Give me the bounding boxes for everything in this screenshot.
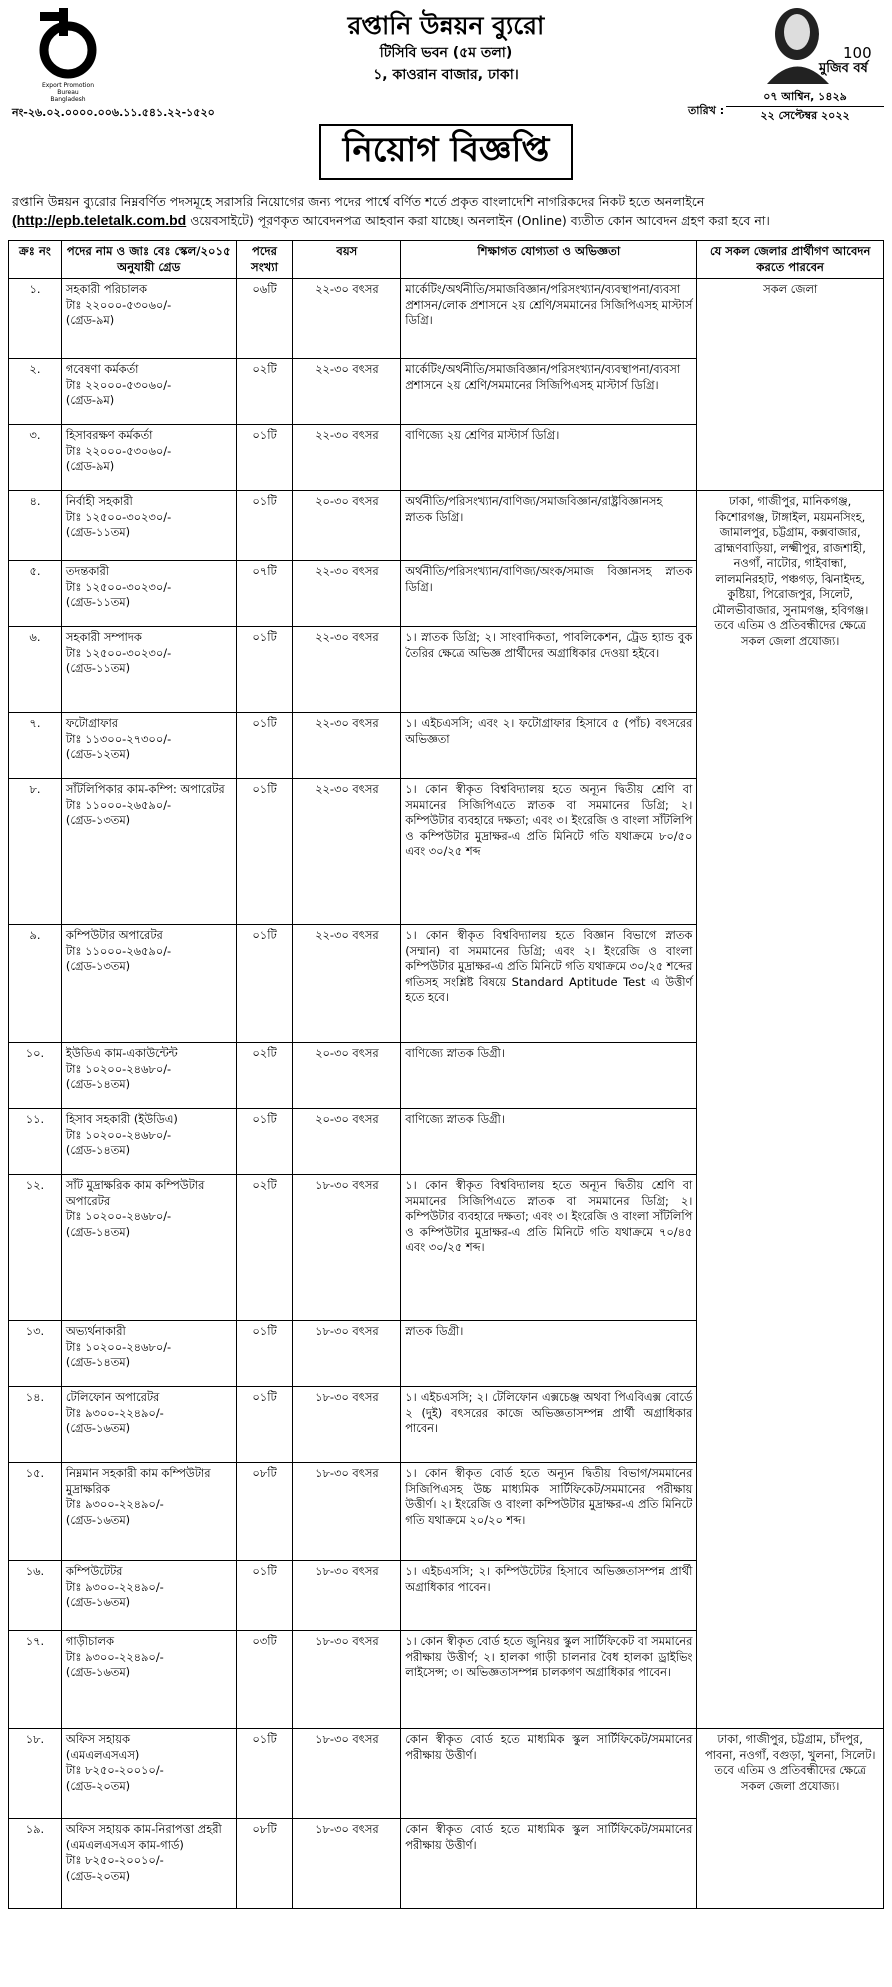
post-grade: (গ্রেড-১৬তম)	[65, 1421, 131, 1435]
header-name: পদের নাম ও জাঃ বেঃ স্কেল/২০১৫ অনুযায়ী গ্রেড	[61, 241, 236, 279]
row-post	[61, 1387, 236, 1463]
org-name: রপ্তানি উন্নয়ন ব্যুরো	[347, 11, 545, 40]
post-name: হিসাবরক্ষণ কর্মকর্তা	[65, 428, 153, 442]
post-pay-scale: টাঃ ৯৩০০-২২৪৯০/-	[65, 1497, 164, 1511]
row-serial: ১০.	[9, 1043, 62, 1109]
post-name: নির্বাহী সহকারী	[65, 494, 133, 508]
table-row	[9, 491, 884, 561]
post-name: কম্পিউটেটর	[65, 1564, 123, 1578]
post-pay-scale: টাঃ ১০২০০-২৪৬৮০/-	[65, 1127, 172, 1142]
post-grade: (গ্রেড-১১তম)	[65, 525, 131, 539]
mujib-text: মুজিব বর্ষ	[819, 61, 868, 76]
row-serial: ১৯.	[9, 1819, 62, 1909]
row-post-count: ০১টি	[236, 779, 293, 925]
row-serial: ৩.	[9, 425, 62, 491]
row-age-limit: ২২-৩০ বৎসর	[293, 779, 401, 925]
row-age-limit: ২২-৩০ বৎসর	[293, 713, 401, 779]
row-serial: ১১.	[9, 1109, 62, 1175]
header-count: পদের সংখ্যা	[236, 241, 293, 279]
row-post	[61, 627, 236, 713]
row-post-count: ০১টি	[236, 425, 293, 491]
row-qualification: কোন স্বীকৃত বোর্ড হতে মাধ্যমিক স্কুল সার্টিফিকেট/সমমানের পরীক্ষায় উত্তীর্ণ।	[401, 1729, 697, 1819]
post-pay-scale: টাঃ ১০২০০-২৪৬৮০/-	[65, 1061, 172, 1076]
row-age-limit: ১৮-৩০ বৎসর	[293, 1175, 401, 1321]
post-pay-scale: টাঃ ২২০০০-৫৩০৬০/-	[65, 443, 172, 458]
post-grade: (গ্রেড-১১তম)	[65, 661, 131, 675]
row-post-count: ০১টি	[236, 1387, 293, 1463]
header-sl: ক্রঃ নং	[9, 241, 62, 279]
post-pay-scale: (এমএলএসএস কাম-গার্ড)	[65, 1837, 184, 1852]
post-pay-scale: টাঃ ৯৩০০-২২৪৯০/-	[65, 1649, 164, 1664]
row-qualification: ১। কোন স্বীকৃত বিশ্ববিদ্যালয় হতে অন্যূন দ্বিতীয় শ্রেণি বা সমমানের সিজিপিএতে স্নাতক বা সমমানের ডিগ্রি; ২। কম্পিউটার ব্যবহারে দক্ষতা; এবং ৩। ইংরেজি ও বাংলা সাঁটলিপি ও কম্পিউটার মুদ্রাক্ষর-এ প্রতি মিনিটে গতি যথাক্রমে ৭০/৪৫ এবং ৩০/২৫ শব্দ।	[401, 1175, 697, 1321]
post-pay-scale: (এমএলএসএস)	[65, 1747, 140, 1762]
post-grade: (গ্রেড-১৩তম)	[65, 813, 131, 827]
post-pay-scale: টাঃ ১২৫০০-৩০২৩০/-	[65, 579, 172, 594]
row-qualification: ১। কোন স্বীকৃত বিশ্ববিদ্যালয় হতে অন্যূন দ্বিতীয় শ্রেণি বা সমমানের সিজিপিএতে স্নাতক বা সমমানের ডিগ্রি; ২। কম্পিউটার ব্যবহারে দক্ষতা; এবং ৩। ইংরেজি ও বাংলা সাঁটলিপি ও কম্পিউটার মুদ্রাক্ষর-এ প্রতি মিনিটে গতি যথাক্রমে ৮০/৫০ এবং ৩০/২৫ শব্দ	[401, 779, 697, 925]
row-post-count: ০৭টি	[236, 561, 293, 627]
row-serial: ৯.	[9, 925, 62, 1043]
row-qualification: বাণিজ্যে স্নাতক ডিগ্রী।	[401, 1043, 697, 1109]
row-post	[61, 1043, 236, 1109]
row-age-limit: ১৮-৩০ বৎসর	[293, 1321, 401, 1387]
row-post	[61, 1819, 236, 1909]
post-name: নিম্নমান সহকারী কাম কম্পিউটার মুদ্রাক্ষরিক	[65, 1466, 211, 1496]
district-eligibility: সকল জেলা	[697, 279, 884, 491]
intro-paragraph	[12, 192, 880, 230]
row-qualification: বাণিজ্যে ২য় শ্রেণির মাস্টার্স ডিগ্রি।	[401, 425, 697, 491]
row-qualification: ১। কোন স্বীকৃত বিশ্ববিদ্যালয় হতে বিজ্ঞান বিভাগে স্নাতক (সম্মান) বা সমমানের ডিগ্রি; এবং ২। ইংরেজি ও বাংলা কম্পিউটার মুদ্রাক্ষর-এ প্রতি মিনিটে গতি যথাক্রমে ৩০/২৫ শব্দের গতিসহ সংশ্লিষ্ট বিষয়ে Standard Aptitude Test এ উত্তীর্ণ হতে হবে।	[401, 925, 697, 1043]
row-qualification: ১। এইচএসসি; ২। কম্পিউটেটর হিসাবে অভিজ্ঞতাসম্পন্ন প্রার্থী অগ্রাধিকার পাবেন।	[401, 1561, 697, 1631]
row-post	[61, 561, 236, 627]
row-qualification: মার্কেটিং/অর্থনীতি/সমাজবিজ্ঞান/পরিসংখ্যান/ব্যবস্থাপনা/ব্যবসা প্রশাসন/লোক প্রশাসনে ২য় শ্রেণি/সমমানের সিজিপিএসহ মাস্টার্স ডিগ্রি।	[401, 279, 697, 359]
row-serial: ১.	[9, 279, 62, 359]
row-post	[61, 359, 236, 425]
row-qualification: অর্থনীতি/পরিসংখ্যান/বাণিজ্য/সমাজবিজ্ঞান/রাষ্ট্রবিজ্ঞানসহ স্নাতক ডিগ্রি।	[401, 491, 697, 561]
post-pay-scale: টাঃ ৯৩০০-২২৪৯০/-	[65, 1579, 164, 1594]
row-age-limit: ১৮-৩০ বৎসর	[293, 1729, 401, 1819]
row-serial: ৫.	[9, 561, 62, 627]
post-pay-scale: টাঃ ১১৩০০-২৭৩০০/-	[65, 731, 172, 746]
post-grade: (গ্রেড-১৪তম)	[65, 1077, 131, 1091]
row-serial: ৭.	[9, 713, 62, 779]
row-post-count: ০১টি	[236, 627, 293, 713]
post-name: তদন্তকারী	[65, 564, 110, 578]
post-pay-scale: টাঃ ১২৫০০-৩০২৩০/-	[65, 509, 172, 524]
post-grade: (গ্রেড-১৪তম)	[65, 1355, 131, 1369]
row-serial: ১৭.	[9, 1631, 62, 1729]
row-post-count: ০১টি	[236, 1109, 293, 1175]
post-name: গবেষণা কর্মকর্তা	[65, 362, 139, 376]
vacancy-table	[8, 240, 884, 1909]
row-serial: ৬.	[9, 627, 62, 713]
intro-text-1: রপ্তানি উন্নয়ন ব্যুরোর নিম্নবর্ণিত পদসমূহে সরাসরি নিয়োগের জন্য পদের পার্শ্বে বর্ণিত শর্তে প্রকৃত বাংলাদেশি নাগরিকদের নিকট হতে অনলাইনে	[12, 194, 705, 209]
row-age-limit: ২২-৩০ বৎসর	[293, 925, 401, 1043]
row-age-limit: ২০-৩০ বৎসর	[293, 491, 401, 561]
row-post-count: ০৬টি	[236, 279, 293, 359]
row-age-limit: ২২-৩০ বৎসর	[293, 279, 401, 359]
post-name: কম্পিউটার অপারেটর	[65, 928, 163, 942]
row-post-count: ০৮টি	[236, 1463, 293, 1561]
row-post	[61, 1631, 236, 1729]
post-name: অফিস সহায়ক কাম-নিরাপত্তা প্রহরী	[65, 1822, 222, 1836]
row-post-count: ০২টি	[236, 359, 293, 425]
post-grade: (গ্রেড-১১তম)	[65, 595, 131, 609]
table-row	[9, 279, 884, 359]
date-box	[726, 88, 884, 125]
table-row	[9, 1729, 884, 1819]
post-pay-scale: টাঃ ২২০০০-৫৩০৬০/-	[65, 297, 172, 312]
row-post	[61, 491, 236, 561]
row-qualification: ১। কোন স্বীকৃত বোর্ড হতে অন্যূন দ্বিতীয় বিভাগ/সমমানের সিজিপিএসহ উচ্চ মাধ্যমিক সার্টিফিকেট/সমমানের পরীক্ষায় উত্তীর্ণ। ২। ইংরেজি ও বাংলা কম্পিউটার মুদ্রাক্ষর-এ প্রতি মিনিটে গতি যথাক্রমে ২০/২০ শব্দ।	[401, 1463, 697, 1561]
row-qualification: কোন স্বীকৃত বোর্ড হতে মাধ্যমিক স্কুল সার্টিফিকেট/সমমানের পরীক্ষায় উত্তীর্ণ।	[401, 1819, 697, 1909]
date-label: তারিখ :	[688, 104, 725, 117]
row-post	[61, 1109, 236, 1175]
row-age-limit: ১৮-৩০ বৎসর	[293, 1819, 401, 1909]
row-post	[61, 1463, 236, 1561]
row-age-limit: ২০-৩০ বৎসর	[293, 1109, 401, 1175]
row-age-limit: ২০-৩০ বৎসর	[293, 1043, 401, 1109]
post-name: সাঁটলিপিকার কাম-কম্পি: অপারেটর	[65, 782, 225, 796]
post-grade: (গ্রেড-১৪তম)	[65, 1143, 131, 1157]
post-pay-scale: টাঃ ১১০০০-২৬৫৯০/-	[65, 797, 172, 812]
row-qualification: স্নাতক ডিগ্রী।	[401, 1321, 697, 1387]
post-name: ফটোগ্রাফার	[65, 716, 119, 730]
post-grade: টাঃ ৮২৫০-২০০১০/- (গ্রেড-২০তম)	[65, 1763, 164, 1793]
post-grade: (গ্রেড-৯ম)	[65, 459, 115, 473]
row-post-count: ০১টি	[236, 491, 293, 561]
date-bangla: ০৭ আশ্বিন, ১৪২৯	[763, 90, 847, 103]
post-name: সহকারী পরিচালক	[65, 282, 147, 296]
row-qualification: অর্থনীতি/পরিসংখ্যান/বাণিজ্য/অংক/সমাজ বিজ্ঞানসহ স্নাতক ডিগ্রি।	[401, 561, 697, 627]
mujib-borsho-logo-icon	[757, 4, 872, 84]
row-age-limit: ২২-৩০ বৎসর	[293, 627, 401, 713]
post-name: হিসাব সহকারী (ইউডিএ)	[65, 1112, 178, 1126]
row-post	[61, 1561, 236, 1631]
post-pay-scale: টাঃ ১০২০০-২৪৬৮০/-	[65, 1209, 172, 1223]
row-age-limit: ১৮-৩০ বৎসর	[293, 1387, 401, 1463]
row-post	[61, 925, 236, 1043]
table-header-row	[9, 241, 884, 279]
row-serial: ১৫.	[9, 1463, 62, 1561]
row-age-limit: ২২-৩০ বৎসর	[293, 561, 401, 627]
district-eligibility: ঢাকা, গাজীপুর, চট্টগ্রাম, চাঁদপুর, পাবনা, নওগাঁ, বগুড়া, খুলনা, সিলেট। তবে এতিম ও প্রতিবন্ধীদের ক্ষেত্রে সকল জেলা প্রযোজ্য।	[697, 1729, 884, 1909]
row-post-count: ০১টি	[236, 1561, 293, 1631]
row-post-count: ০২টি	[236, 1175, 293, 1321]
org-building: টিসিবি ভবন (৫ম তলা)	[379, 45, 513, 61]
date-english: ২২ সেপ্টেম্বর ২০২২	[726, 106, 884, 125]
row-post-count: ০১টি	[236, 925, 293, 1043]
mujib-number: 100	[843, 44, 872, 62]
row-post	[61, 713, 236, 779]
post-name: সাঁট মুদ্রাক্ষরিক কাম কম্পিউটার অপারেটর	[65, 1178, 205, 1208]
post-name: অফিস সহায়ক	[65, 1732, 130, 1746]
post-grade: (গ্রেড-১৪তম)	[65, 1224, 131, 1239]
row-serial: ১৬.	[9, 1561, 62, 1631]
post-pay-scale: টাঃ ৯৩০০-২২৪৯০/-	[65, 1405, 164, 1420]
row-serial: ৪.	[9, 491, 62, 561]
row-post	[61, 1729, 236, 1819]
row-serial: ১৩.	[9, 1321, 62, 1387]
row-qualification: ১। এইচএসসি; এবং ২। ফটোগ্রাফার হিসাবে ৫ (পাঁচ) বৎসরের অভিজ্ঞতা	[401, 713, 697, 779]
row-serial: ১৮.	[9, 1729, 62, 1819]
memo-number: নং-২৬.০২.০০০০.০০৬.১১.৫৪১.২২-১৫২০	[12, 106, 215, 119]
post-grade: (গ্রেড-১৩তম)	[65, 959, 131, 973]
post-name: অভ্যর্থনাকারী	[65, 1324, 126, 1338]
row-age-limit: ২২-৩০ বৎসর	[293, 359, 401, 425]
post-grade: (গ্রেড-৯ম)	[65, 313, 115, 327]
row-post-count: ০১টি	[236, 1729, 293, 1819]
row-qualification: ১। স্নাতক ডিগ্রি; ২। সাংবাদিকতা, পাবলিকেশন, ট্রেড হ্যান্ড বুক তৈরির ক্ষেত্রে অভিজ্ঞ প্রার্থীদের অগ্রাধিকার দেওয়া হইবে।	[401, 627, 697, 713]
row-post-count: ০২টি	[236, 1043, 293, 1109]
table-body	[9, 279, 884, 1909]
post-grade: (গ্রেড-১৬তম)	[65, 1595, 131, 1609]
post-pay-scale: টাঃ ১১০০০-২৬৫৯০/-	[65, 943, 172, 958]
row-serial: ১৪.	[9, 1387, 62, 1463]
row-post-count: ০১টি	[236, 713, 293, 779]
row-serial: ১২.	[9, 1175, 62, 1321]
row-qualification: মার্কেটিং/অর্থনীতি/সমাজবিজ্ঞান/পরিসংখ্যান/ব্যবস্থাপনা/ব্যবসা প্রশাসনে ২য় শ্রেণি/সমমানের সিজিপিএসহ মাস্টার্স ডিগ্রি।	[401, 359, 697, 425]
row-post-count: ০৮টি	[236, 1819, 293, 1909]
post-name: গাড়ীচালক	[65, 1634, 114, 1648]
header-qualification: শিক্ষাগত যোগ্যতা ও অভিজ্ঞতা	[401, 241, 697, 279]
row-post	[61, 279, 236, 359]
post-name: টেলিফোন অপারেটর	[65, 1390, 160, 1404]
post-pay-scale: টাঃ ২২০০০-৫৩০৬০/-	[65, 377, 172, 392]
row-qualification: ১। এইচএসসি; ২। টেলিফোন এক্সচেঞ্জ অথবা পিএবিএক্স বোর্ডে ২ (দুই) বৎসরের কাজে অভিজ্ঞতাসম্পন্ন প্রার্থী অগ্রাধিকার পাবেন।	[401, 1387, 697, 1463]
post-pay-scale: টাঃ ১২৫০০-৩০২৩০/-	[65, 645, 172, 660]
row-age-limit: ১৮-৩০ বৎসর	[293, 1561, 401, 1631]
row-age-limit: ১৮-৩০ বৎসর	[293, 1631, 401, 1729]
post-name: সহকারী সম্পাদক	[65, 630, 142, 644]
application-url-link[interactable]: (http://epb.teletalk.com.bd	[12, 212, 187, 228]
logo-caption-line-2: Bangladesh	[50, 96, 86, 103]
post-grade: টাঃ ৮২৫০-২০০১০/- (গ্রেড-২০তম)	[65, 1853, 164, 1883]
row-qualification: ১। কোন স্বীকৃত বোর্ড হতে জুনিয়র স্কুল সার্টিফিকেট বা সমমানের পরীক্ষায় উত্তীর্ণ; ২। হালকা গাড়ী চালনার বৈধ হালকা ড্রাইভিং লাইসেন্স; ৩। অভিজ্ঞতাসম্পন্ন চালকগণ অগ্রাধিকার পাবেন।	[401, 1631, 697, 1729]
row-post	[61, 1321, 236, 1387]
post-grade: (গ্রেড-৯ম)	[65, 393, 115, 407]
row-post-count: ০১টি	[236, 1321, 293, 1387]
row-post	[61, 425, 236, 491]
header	[8, 0, 884, 122]
post-grade: (গ্রেড-১৬তম)	[65, 1665, 131, 1679]
row-post	[61, 1175, 236, 1321]
row-qualification: বাণিজ্যে স্নাতক ডিগ্রী।	[401, 1109, 697, 1175]
header-districts: যে সকল জেলার প্রার্থীগণ আবেদন করতে পারবেন	[697, 241, 884, 279]
post-pay-scale: টাঃ ১০২০০-২৪৬৮০/-	[65, 1339, 172, 1354]
notice-title: নিয়োগ বিজ্ঞপ্তি	[319, 124, 574, 180]
heading-wrap	[8, 124, 884, 180]
org-address: ১, কাওরান বাজার, ঢাকা।	[373, 67, 519, 83]
row-age-limit: ২২-৩০ বৎসর	[293, 425, 401, 491]
post-name: ইউডিএ কাম-একাউন্টেন্ট	[65, 1046, 178, 1060]
logo-caption-line-1: Export Promotion Bureau	[41, 82, 95, 96]
row-post-count: ০৩টি	[236, 1631, 293, 1729]
post-grade: (গ্রেড-১৬তম)	[65, 1512, 131, 1527]
district-eligibility: ঢাকা, গাজীপুর, মানিকগঞ্জ, কিশোরগঞ্জ, টাঙ্গাইল, ময়মনসিংহ, জামালপুর, চট্টগ্রাম, কক্সবাজার, ব্রাহ্মণবাড়িয়া, লক্ষ্মীপুর, রাজশাহী, নওগাঁ, নাটোর, গাইবান্ধা, লালমনিরহাট, পঞ্চগড়, ঝিনাইদহ, কুষ্টিয়া, পিরোজপুর, সিলেট, মৌলভীবাজার, সুনামগঞ্জ, হবিগঞ্জ। তবে এতিম ও প্রতিবন্ধীদের ক্ষেত্রে সকল জেলা প্রযোজ্য।	[697, 491, 884, 1729]
row-serial: ৮.	[9, 779, 62, 925]
org-block	[8, 10, 884, 86]
row-post	[61, 779, 236, 925]
header-age: বয়স	[293, 241, 401, 279]
post-grade: (গ্রেড-১২তম)	[65, 747, 131, 761]
row-age-limit: ১৮-৩০ বৎসর	[293, 1463, 401, 1561]
intro-text-2: ওয়েবসাইটে) পূরণকৃত আবেদনপত্র আহবান করা যাচ্ছে। অনলাইন (Online) ব্যতীত কোন আবেদন গ্রহণ করা হবে না।	[186, 213, 770, 228]
row-serial: ২.	[9, 359, 62, 425]
